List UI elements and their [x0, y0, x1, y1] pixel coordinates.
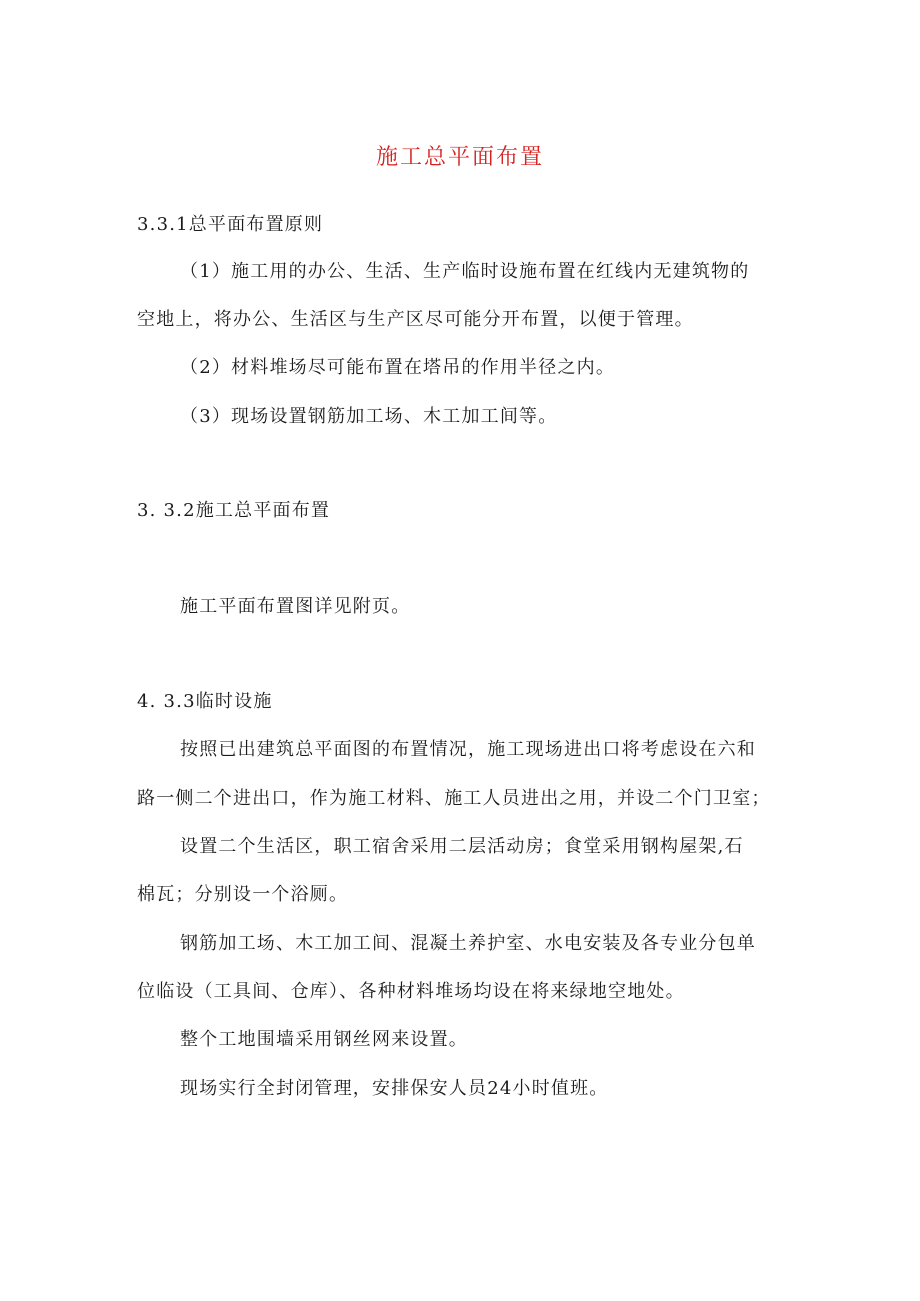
section-heading-3-3-2: 3. 3.2施工总平面布置	[137, 500, 331, 521]
section-heading-3-3-1: 3.3.1总平面布置原则	[137, 214, 324, 235]
paragraph-line: 施工平面布置图详见附页。	[180, 596, 411, 617]
paragraph-line: 现场实行全封闭管理，安排保安人员24小时值班。	[180, 1078, 609, 1099]
paragraph-line: （2）材料堆场尽可能布置在塔吊的作用半径之内。	[180, 357, 616, 378]
paragraph-line: （1）施工用的办公、生活、生产临时设施布置在红线内无建筑物的	[180, 261, 750, 282]
page-title: 施工总平面布置	[375, 145, 544, 170]
paragraph-line: 棉瓦；分别设一个浴厕。	[137, 884, 349, 905]
paragraph-line: 位临设（工具间、仓库）、各种材料堆场均设在将来绿地空地处。	[137, 981, 685, 1002]
paragraph-line: 空地上，将办公、生活区与生产区尽可能分开布置，以便于管理。	[137, 309, 694, 330]
paragraph-line: 设置二个生活区，职工宿舍采用二层活动房；食堂采用钢构屋架,石	[180, 836, 744, 857]
paragraph-line: 钢筋加工场、木工加工间、混凝土养护室、水电安装及各专业分包单	[180, 933, 756, 954]
paragraph-line: 路一侧二个进出口，作为施工材料、施工人员进出之用，并设二个门卫室；	[137, 788, 771, 809]
paragraph-line: 整个工地围墙采用钢丝网来设置。	[180, 1029, 468, 1050]
paragraph-line: 按照已出建筑总平面图的布置情况，施工现场进出口将考虑设在六和	[180, 739, 756, 760]
paragraph-line: （3）现场设置钢筋加工场、木工加工间等。	[180, 406, 558, 427]
section-heading-4-3-3: 4. 3.3临时设施	[137, 691, 273, 712]
